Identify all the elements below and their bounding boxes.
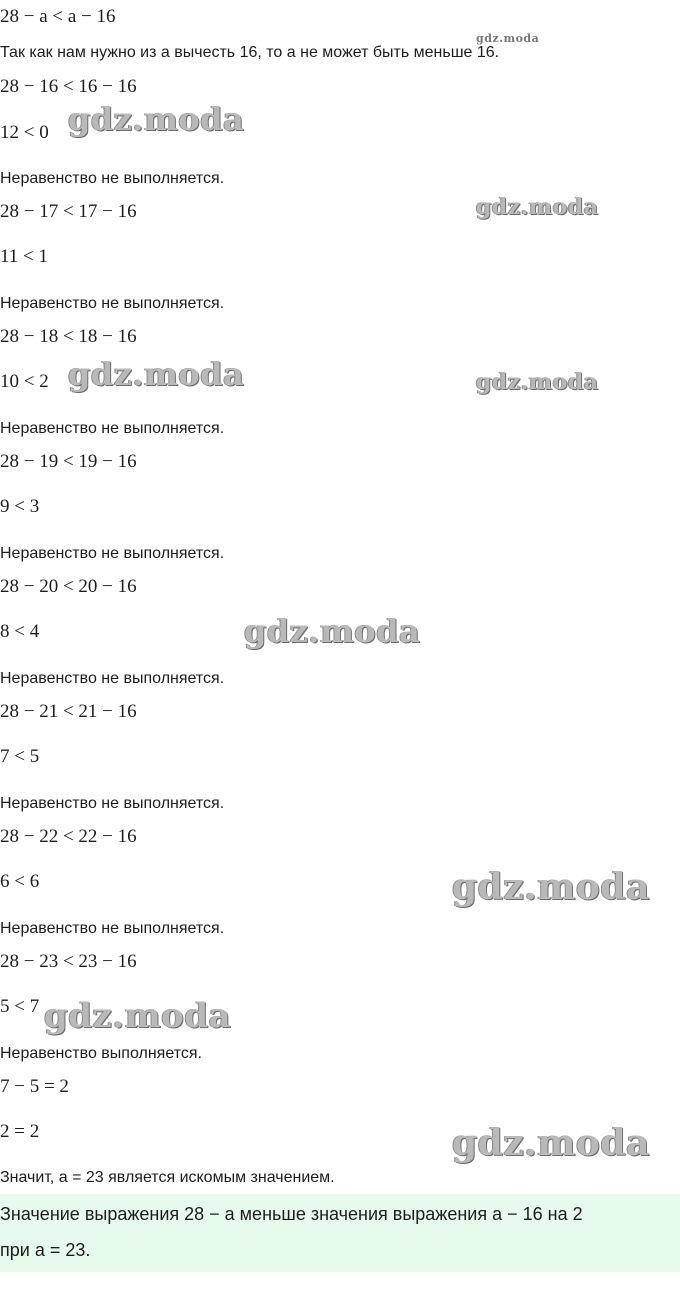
watermark-logo: gdz.moda: [476, 194, 599, 220]
text-line: Неравенство не выполняется.: [0, 795, 225, 812]
answer-line-1: Значение выражения 28 − a меньше значения выражения a − 16 на 2: [0, 1204, 583, 1224]
math-line: 5 < 7: [0, 996, 40, 1017]
watermark-logo: gdz.moda: [452, 1122, 650, 1164]
math-line: 28 − 17 < 17 − 16: [0, 201, 137, 222]
math-line: 28 − 19 < 19 − 16: [0, 451, 137, 472]
math-line: 28 − a < a − 16: [0, 6, 116, 27]
text-line: Неравенство не выполняется.: [0, 545, 225, 562]
text-line: Неравенство не выполняется.: [0, 420, 225, 437]
text-line: Неравенство не выполняется.: [0, 670, 225, 687]
math-line: 28 − 21 < 21 − 16: [0, 701, 137, 722]
math-line: 2 = 2: [0, 1121, 40, 1142]
watermark-logo: gdz.moda: [68, 100, 245, 138]
math-line: 8 < 4: [0, 621, 40, 642]
answer-box: [0, 1194, 680, 1272]
watermark-logo: gdz.moda: [452, 866, 650, 908]
math-line: 6 < 6: [0, 871, 40, 892]
math-line: 12 < 0: [0, 122, 49, 143]
watermark-logo: gdz.moda: [68, 355, 245, 393]
watermark-logo: gdz.moda: [476, 369, 599, 395]
math-line: 9 < 3: [0, 496, 40, 517]
math-line: 11 < 1: [0, 246, 49, 267]
text-line: Значит, a = 23 является искомым значением.: [0, 1169, 335, 1186]
answer-line-2: при a = 23.: [0, 1240, 91, 1260]
text-line: Неравенство выполняется.: [0, 1045, 202, 1062]
math-line: 28 − 18 < 18 − 16: [0, 326, 137, 347]
text-line: Неравенство не выполняется.: [0, 295, 225, 312]
math-line: 28 − 22 < 22 − 16: [0, 826, 137, 847]
text-line: Неравенство не выполняется.: [0, 170, 225, 187]
math-line: 28 − 20 < 20 − 16: [0, 576, 137, 597]
watermark-logo: gdz.moda: [44, 996, 232, 1036]
math-line: 7 − 5 = 2: [0, 1076, 69, 1097]
math-line: 7 < 5: [0, 746, 40, 767]
text-line: Неравенство не выполняется.: [0, 920, 225, 937]
text-line: Так как нам нужно из a вычесть 16, то a не может быть меньше 16.: [0, 44, 500, 61]
math-line: 10 < 2: [0, 371, 49, 392]
math-line: 28 − 16 < 16 − 16: [0, 76, 137, 97]
watermark-logo: gdz.moda: [244, 612, 421, 650]
watermark-logo: gdz.moda: [476, 32, 540, 45]
math-line: 28 − 23 < 23 − 16: [0, 951, 137, 972]
